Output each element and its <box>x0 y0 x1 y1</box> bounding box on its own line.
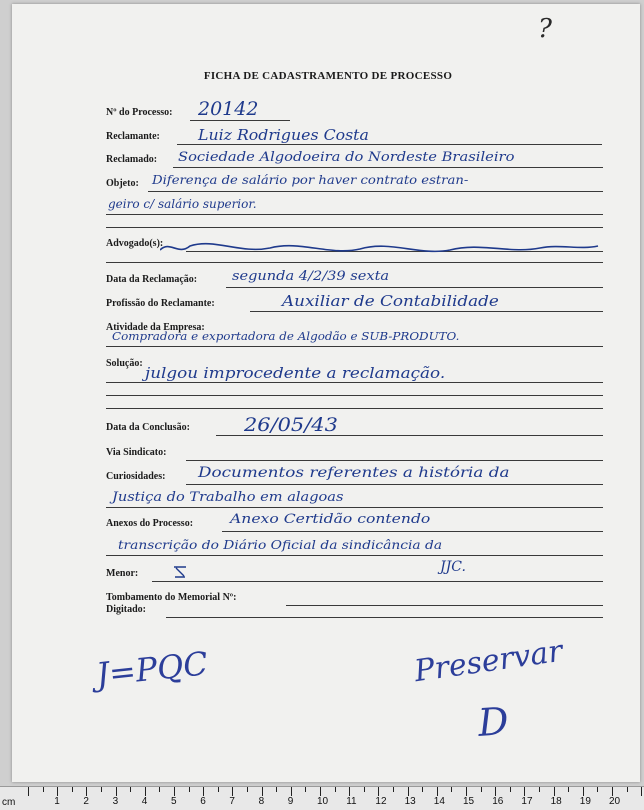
via-sindicato-line <box>186 460 603 461</box>
ruler-tick <box>262 787 263 796</box>
ruler-tick <box>86 787 87 796</box>
ruler-tick <box>43 787 44 792</box>
objeto-value-line-1: Diferença de salário por haver contrato estran- <box>152 173 469 187</box>
ruler-tick <box>189 787 190 792</box>
ruler-number: 2 <box>83 796 89 807</box>
objeto-value-line-2: geiro c/ salário superior. <box>108 197 257 211</box>
anexos-value-line-2: transcrição do Diário Oficial da sindicância da <box>118 538 443 552</box>
objeto-line-3 <box>106 227 603 228</box>
anexos-line-1 <box>222 531 603 532</box>
data-reclamacao-value: segunda 4/2/39 sexta <box>232 269 390 284</box>
ruler-number: 19 <box>579 796 591 807</box>
advogado-line-2 <box>106 262 603 263</box>
ruler-number: 14 <box>433 796 445 807</box>
ruler-unit-label: cm <box>2 797 16 808</box>
ruler-tick <box>28 787 29 796</box>
annotation-jpqc: J=PQC <box>94 644 210 694</box>
ruler-tick <box>597 787 598 792</box>
ruler-number: 16 <box>492 796 504 807</box>
solucao-value: julgou improcedente a reclamação. <box>145 364 446 382</box>
advogado-label: Advogado(s): <box>106 238 164 249</box>
reclamante-value: Luiz Rodrigues Costa <box>198 126 369 144</box>
ruler-tick <box>247 787 248 792</box>
solucao-line-1 <box>106 382 603 383</box>
ruler-tick <box>349 787 350 796</box>
curiosidades-value-line-1: Documentos referentes a história da <box>198 465 510 481</box>
ruler-tick <box>437 787 438 796</box>
annotation-preservar: Preservar <box>412 633 565 690</box>
ruler-tick <box>364 787 365 792</box>
ruler-tick <box>408 787 409 796</box>
curiosidades-line-2 <box>106 507 603 508</box>
solucao-line-3 <box>106 408 603 409</box>
ruler-tick <box>481 787 482 792</box>
ruler-number: 7 <box>229 796 235 807</box>
ruler-number: 4 <box>141 796 148 807</box>
solucao-line-2 <box>106 395 603 396</box>
ruler-tick <box>159 787 160 792</box>
reclamante-label: Reclamante: <box>106 131 160 142</box>
form-title: FICHA DE CADASTRAMENTO DE PROCESSO <box>203 70 453 82</box>
anexos-line-2 <box>106 555 603 556</box>
objeto-line-2 <box>106 214 603 215</box>
ruler-tick <box>510 787 511 792</box>
profissao-label: Profissão do Reclamante: <box>106 298 215 309</box>
reclamante-line <box>177 144 602 145</box>
ruler-number: 11 <box>346 796 357 807</box>
ruler-tick <box>232 787 233 796</box>
ruler-tick <box>57 787 58 796</box>
via-sindicato-label: Via Sindicato: <box>106 447 167 458</box>
ruler-tick <box>612 787 613 796</box>
objeto-label: Objeto: <box>106 178 139 189</box>
ruler-tick <box>627 787 628 792</box>
ruler-number: 15 <box>463 796 475 807</box>
ruler-tick <box>568 787 569 792</box>
ruler-tick <box>130 787 131 792</box>
ruler-tick <box>145 787 146 796</box>
data-conclusao-label: Data da Conclusão: <box>106 422 190 433</box>
ruler-tick <box>203 787 204 796</box>
ruler-tick <box>291 787 292 796</box>
menor-mark <box>172 565 188 579</box>
annotation-letter-d: D <box>476 698 510 746</box>
ruler-number: 20 <box>609 796 621 807</box>
scanner-ruler <box>0 786 644 810</box>
data-reclamacao-line <box>226 287 603 288</box>
ruler-tick <box>218 787 219 792</box>
ruler-number: 12 <box>375 796 387 807</box>
menor-label: Menor: <box>106 568 139 579</box>
ruler-tick <box>641 787 642 796</box>
solucao-label: Solução: <box>106 358 143 369</box>
ruler-tick <box>466 787 467 796</box>
ruler-tick <box>524 787 525 796</box>
ruler-tick <box>320 787 321 796</box>
corner-question-mark: ? <box>538 14 552 44</box>
ruler-tick <box>554 787 555 796</box>
reclamado-line <box>173 167 603 168</box>
curiosidades-value-line-2: Justiça do Trabalho em alagoas <box>112 490 344 505</box>
tombamento-label: Tombamento do Memorial Nº: <box>106 592 237 603</box>
ruler-tick <box>174 787 175 796</box>
anexos-label: Anexos do Processo: <box>106 518 194 529</box>
ruler-number: 6 <box>200 796 206 807</box>
advogado-squiggle <box>160 236 600 260</box>
atividade-value: Compradora e exportadora de Algodão e SUB-PRODUTO. <box>112 330 460 343</box>
tombamento-line <box>286 605 603 606</box>
ruler-number: 17 <box>521 796 533 807</box>
anexos-value-line-3: JJC. <box>440 559 466 575</box>
processo-line <box>190 120 290 121</box>
ruler-number: 10 <box>317 796 329 807</box>
ruler-number: 8 <box>258 796 265 807</box>
profissao-line <box>250 311 603 312</box>
digitado-label: Digitado: <box>106 604 146 615</box>
ruler-tick <box>393 787 394 792</box>
ruler-number: 3 <box>112 796 119 807</box>
anexos-value-line-1: Anexo Certidão contendo <box>230 512 431 527</box>
digitado-line <box>166 617 603 618</box>
data-reclamacao-label: Data da Reclamação: <box>106 274 198 285</box>
processo-label: Nº do Processo: <box>106 107 173 118</box>
profissao-value: Auxiliar de Contabilidade <box>282 292 499 310</box>
ruler-tick <box>305 787 306 792</box>
ruler-tick <box>583 787 584 796</box>
ruler-tick <box>276 787 277 792</box>
atividade-label: Atividade da Empresa: <box>106 322 205 333</box>
ruler-tick <box>116 787 117 796</box>
atividade-line <box>106 346 603 347</box>
ruler-tick <box>335 787 336 792</box>
ruler-tick <box>495 787 496 796</box>
ruler-tick <box>72 787 73 792</box>
objeto-line-1 <box>148 191 603 192</box>
ruler-number: 1 <box>54 796 60 807</box>
data-conclusao-value: 26/05/43 <box>244 414 338 436</box>
ruler-number: 9 <box>287 796 294 807</box>
reclamado-value: Sociedade Algodoeira do Nordeste Brasileiro <box>178 150 515 165</box>
ruler-tick <box>539 787 540 792</box>
processo-value: 20142 <box>198 98 259 120</box>
ruler-tick <box>378 787 379 796</box>
ruler-number: 13 <box>404 796 416 807</box>
ruler-tick <box>101 787 102 792</box>
curiosidades-label: Curiosidades: <box>106 471 166 482</box>
ruler-number: 18 <box>550 796 562 807</box>
ruler-tick <box>422 787 423 792</box>
reclamado-label: Reclamado: <box>106 154 158 165</box>
ruler-number: 5 <box>171 796 177 807</box>
ruler-tick <box>451 787 452 792</box>
curiosidades-line-1 <box>186 484 603 485</box>
menor-line <box>152 581 603 582</box>
